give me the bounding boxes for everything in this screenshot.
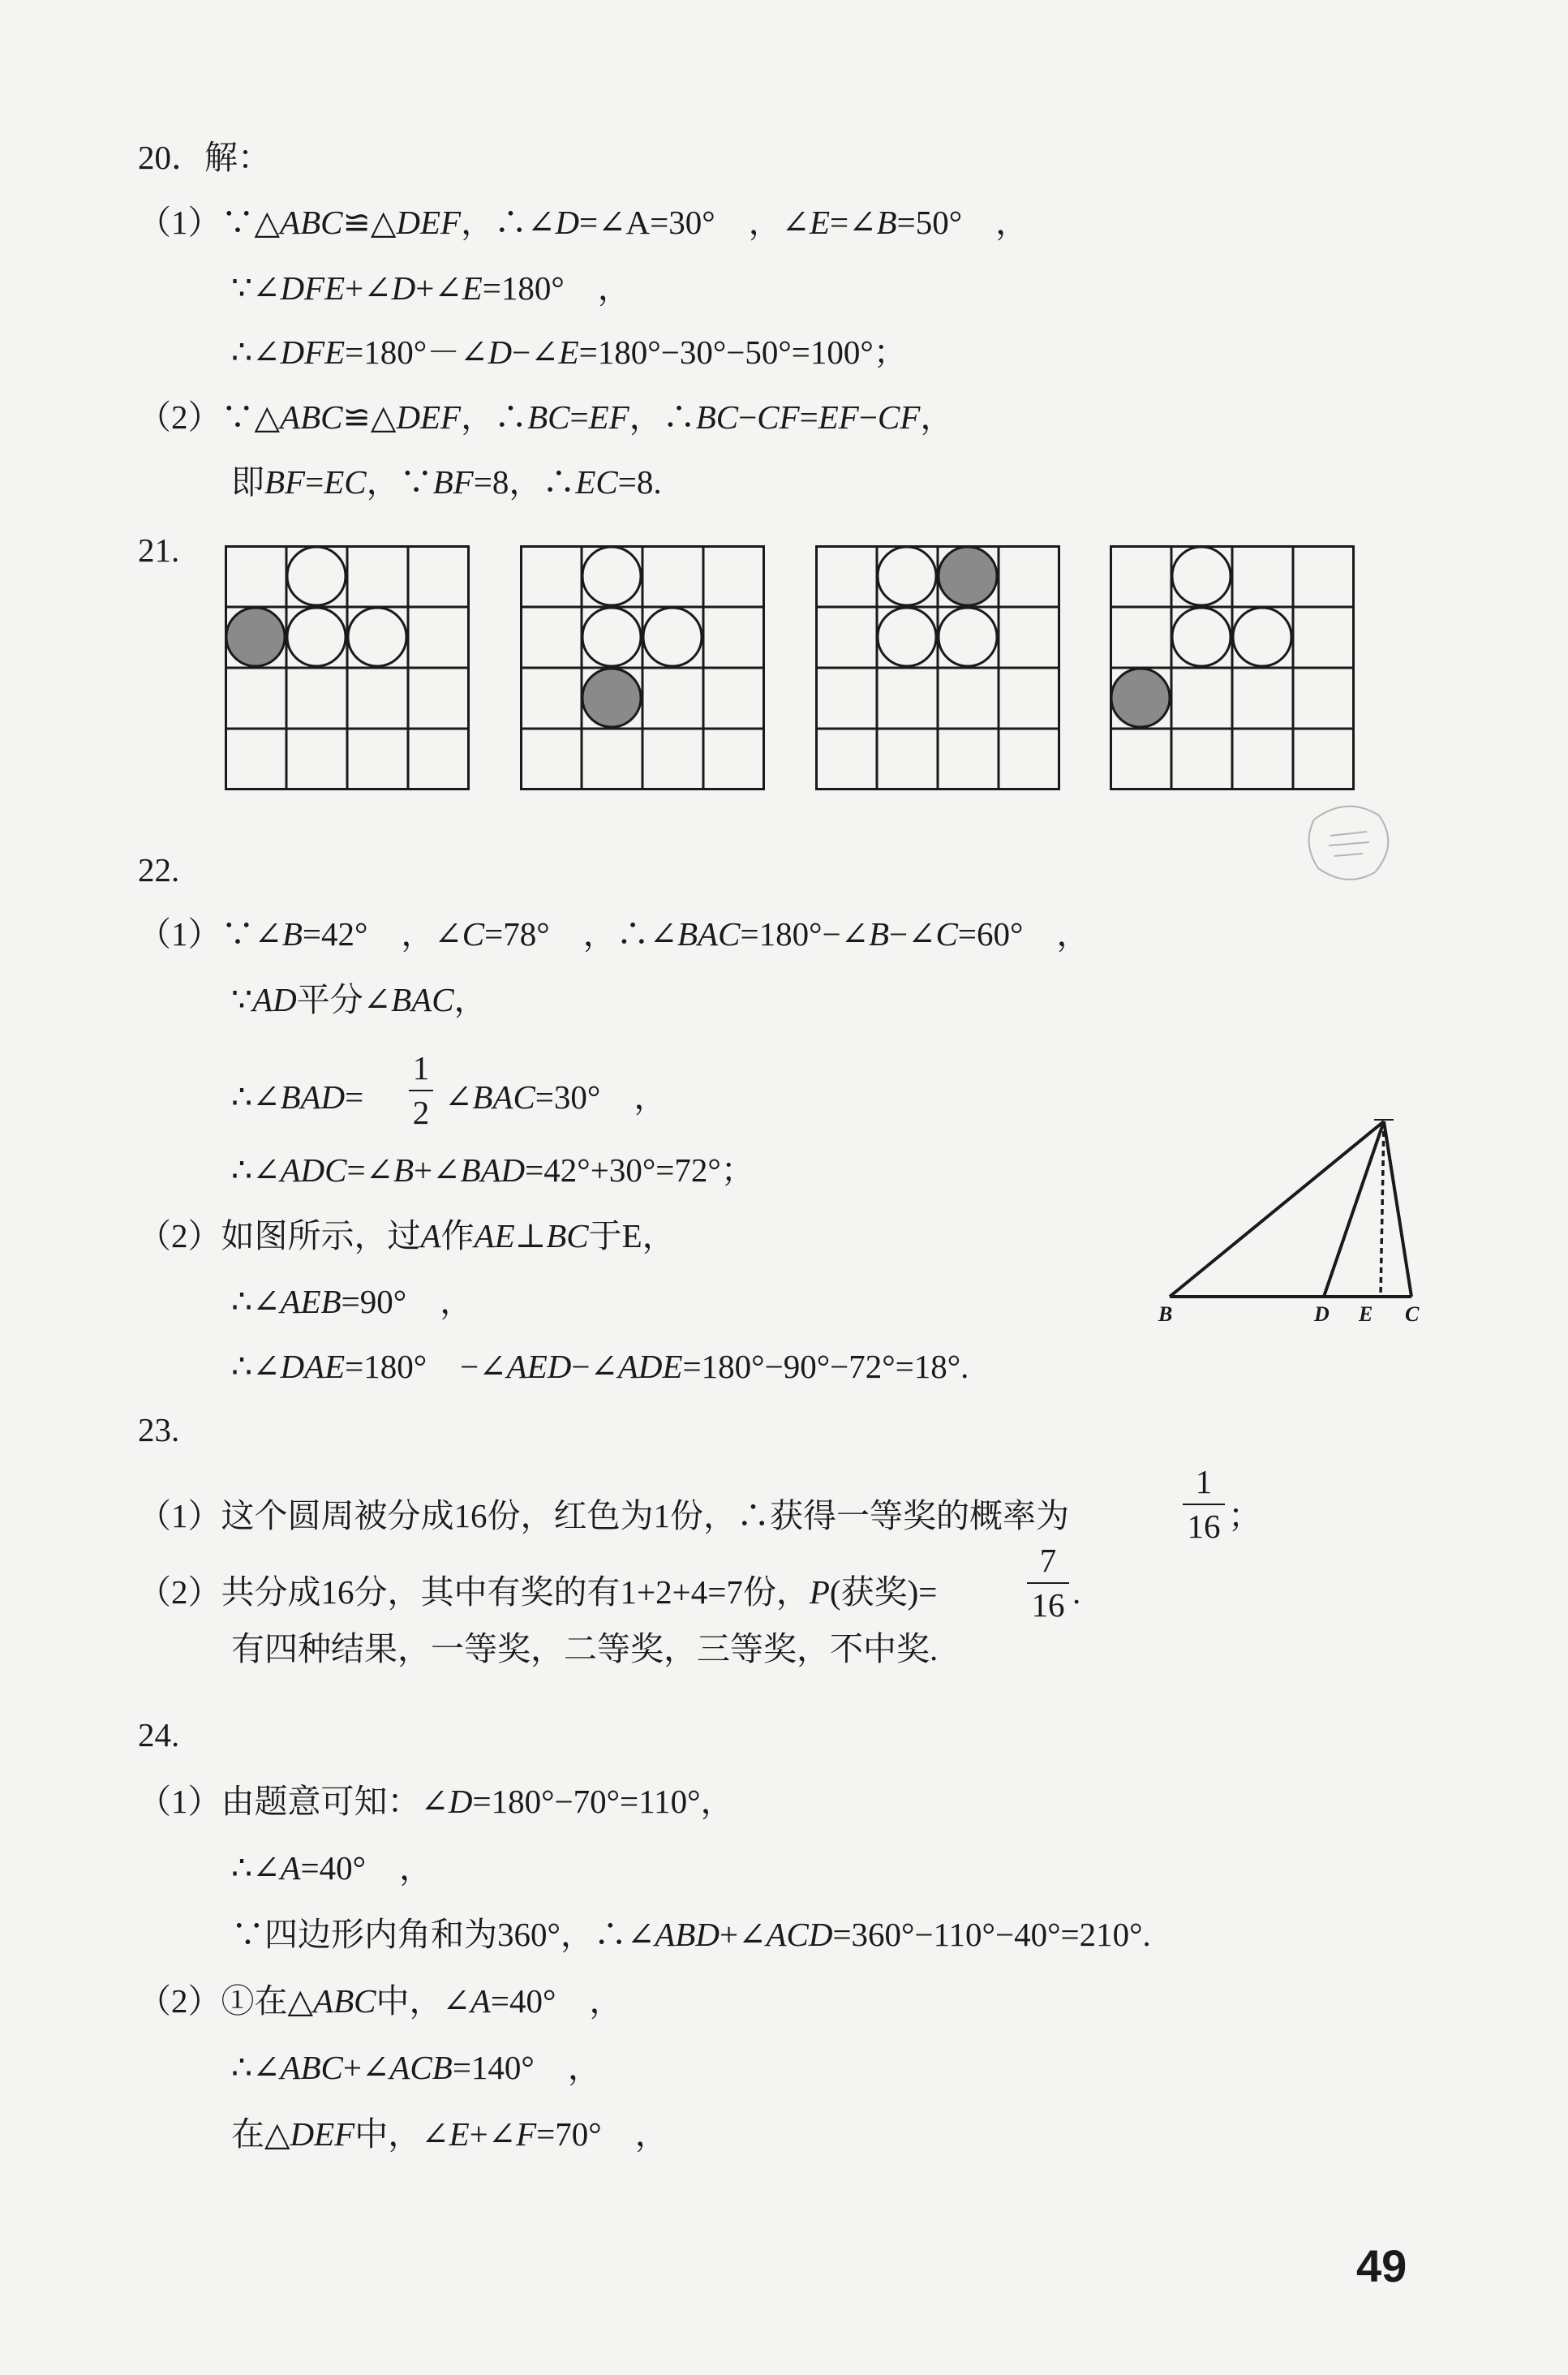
q21-grid-4 xyxy=(1110,545,1355,790)
q22-line4: ∴∠ADC=∠B+∠BAD=42°+30°=72°； xyxy=(231,1151,754,1189)
q22-triangle-figure xyxy=(1152,1112,1444,1326)
label-c: C xyxy=(1405,1302,1420,1326)
q24-line1: （1）由题意可知：∠D=180°−70°=110°， xyxy=(138,1783,734,1820)
q24-line3: ∵四边形内角和为360°，∴∠ABD+∠ACD=360°−110°−40°=210°. xyxy=(231,1916,1151,1953)
q21-g1-circle-2 xyxy=(287,608,346,666)
q21-g2-shaded-circle xyxy=(582,669,641,727)
q21-grid-3 xyxy=(815,545,1060,790)
q21-g4-circle-2 xyxy=(1172,608,1231,666)
q20-title: 20．解： xyxy=(138,139,271,176)
q22-line7: ∴∠DAE=180° −∠AED−∠ADE=180°−90°−72°=18°. xyxy=(231,1348,969,1385)
q20-line3: ∴∠DFE=180°－∠D−∠E=180°−30°−50°=100°； xyxy=(231,333,907,371)
q22-line6: ∴∠AEB=90° ， xyxy=(231,1283,474,1320)
q24-line2: ∴∠A=40° ， xyxy=(231,1849,433,1887)
q24-line4: （2）①在△ABC中，∠A=40° ， xyxy=(138,1982,623,2020)
stamp-mark xyxy=(1298,795,1403,893)
q21-g2-circle-3 xyxy=(643,608,702,666)
q23-line1-b: ； xyxy=(1228,1497,1261,1534)
q21-g3-circle-2 xyxy=(878,608,936,666)
q21-g3-circle-3 xyxy=(939,608,997,666)
q20-line2: ∵∠DFE+∠D+∠E=180° ， xyxy=(231,269,631,307)
q21-g4-circle-3 xyxy=(1233,608,1291,666)
q23-line2-b: . xyxy=(1072,1573,1081,1611)
q21-g3-circle-1 xyxy=(878,547,936,605)
q24-line5: ∴∠ABC+∠ACB=140° ， xyxy=(231,2049,601,2086)
q20-line1: （1）∵△ABC≌△DEF，∴∠D=∠A=30° ，∠E=∠B=50° ， xyxy=(138,204,1029,241)
q20-line4: （2）∵△ABC≌△DEF，∴BC=EF，∴BC−CF=EF−CF， xyxy=(138,398,954,436)
side-ab xyxy=(1170,1121,1384,1297)
q24-line6: 在△DEF中，∠E+∠F=70° ， xyxy=(231,2115,668,2153)
altitude-ae xyxy=(1381,1121,1384,1297)
q21-grid-1 xyxy=(225,545,470,790)
q21-g1-circle-3 xyxy=(348,608,406,666)
q21-g4-circle-1 xyxy=(1172,547,1231,605)
q21-g4-shaded-circle xyxy=(1111,669,1170,727)
q21-g2-circle-2 xyxy=(582,608,641,666)
q23-line2-a: （2）共分成16分，其中有奖的有1+2+4=7份，P(获奖)= xyxy=(138,1573,938,1611)
q24-title: 24. xyxy=(138,1716,180,1753)
q21-g1-shaded-circle xyxy=(226,608,285,666)
q21-grid-2 xyxy=(520,545,765,790)
label-d: D xyxy=(1314,1302,1330,1326)
q23-title: 23. xyxy=(138,1411,180,1448)
q21-g3-shaded-circle xyxy=(939,547,997,605)
q23-line1-a: （1）这个圆周被分成16份，红色为1份，∴获得一等奖的概率为 xyxy=(138,1497,1069,1534)
page-number: 49 xyxy=(1356,2240,1407,2291)
side-ac xyxy=(1384,1121,1411,1297)
q20-line5: 即BF=EC，∵BF=8，∴EC=8. xyxy=(231,463,662,501)
q22-line3-b: ∠BAC=30° ， xyxy=(445,1078,668,1116)
q23-fraction-1-16: 1 16 xyxy=(1183,1465,1225,1543)
q22-line1: （1）∵∠B=42° ，∠C=78° ，∴∠BAC=180°−∠B−∠C=60° ， xyxy=(138,915,1090,953)
q23-fraction-7-16: 7 16 xyxy=(1027,1544,1069,1622)
q21-g2-circle-1 xyxy=(582,547,641,605)
q22-fraction-half: 1 2 xyxy=(409,1052,433,1129)
q21-g1-circle-1 xyxy=(287,547,346,605)
label-b: B xyxy=(1158,1302,1173,1326)
q23-line3: 有四种结果，一等奖，二等奖，三等奖，不中奖. xyxy=(231,1630,939,1667)
q22-line2: ∵AD平分∠BAC， xyxy=(231,981,488,1018)
q22-line3-a: ∴∠BAD= xyxy=(231,1078,364,1116)
label-e: E xyxy=(1359,1302,1373,1326)
q22-title: 22. xyxy=(138,851,180,888)
q22-line5: （2）如图所示，过A作AE⊥BC于E， xyxy=(138,1217,676,1254)
q21-title: 21. xyxy=(138,531,180,569)
